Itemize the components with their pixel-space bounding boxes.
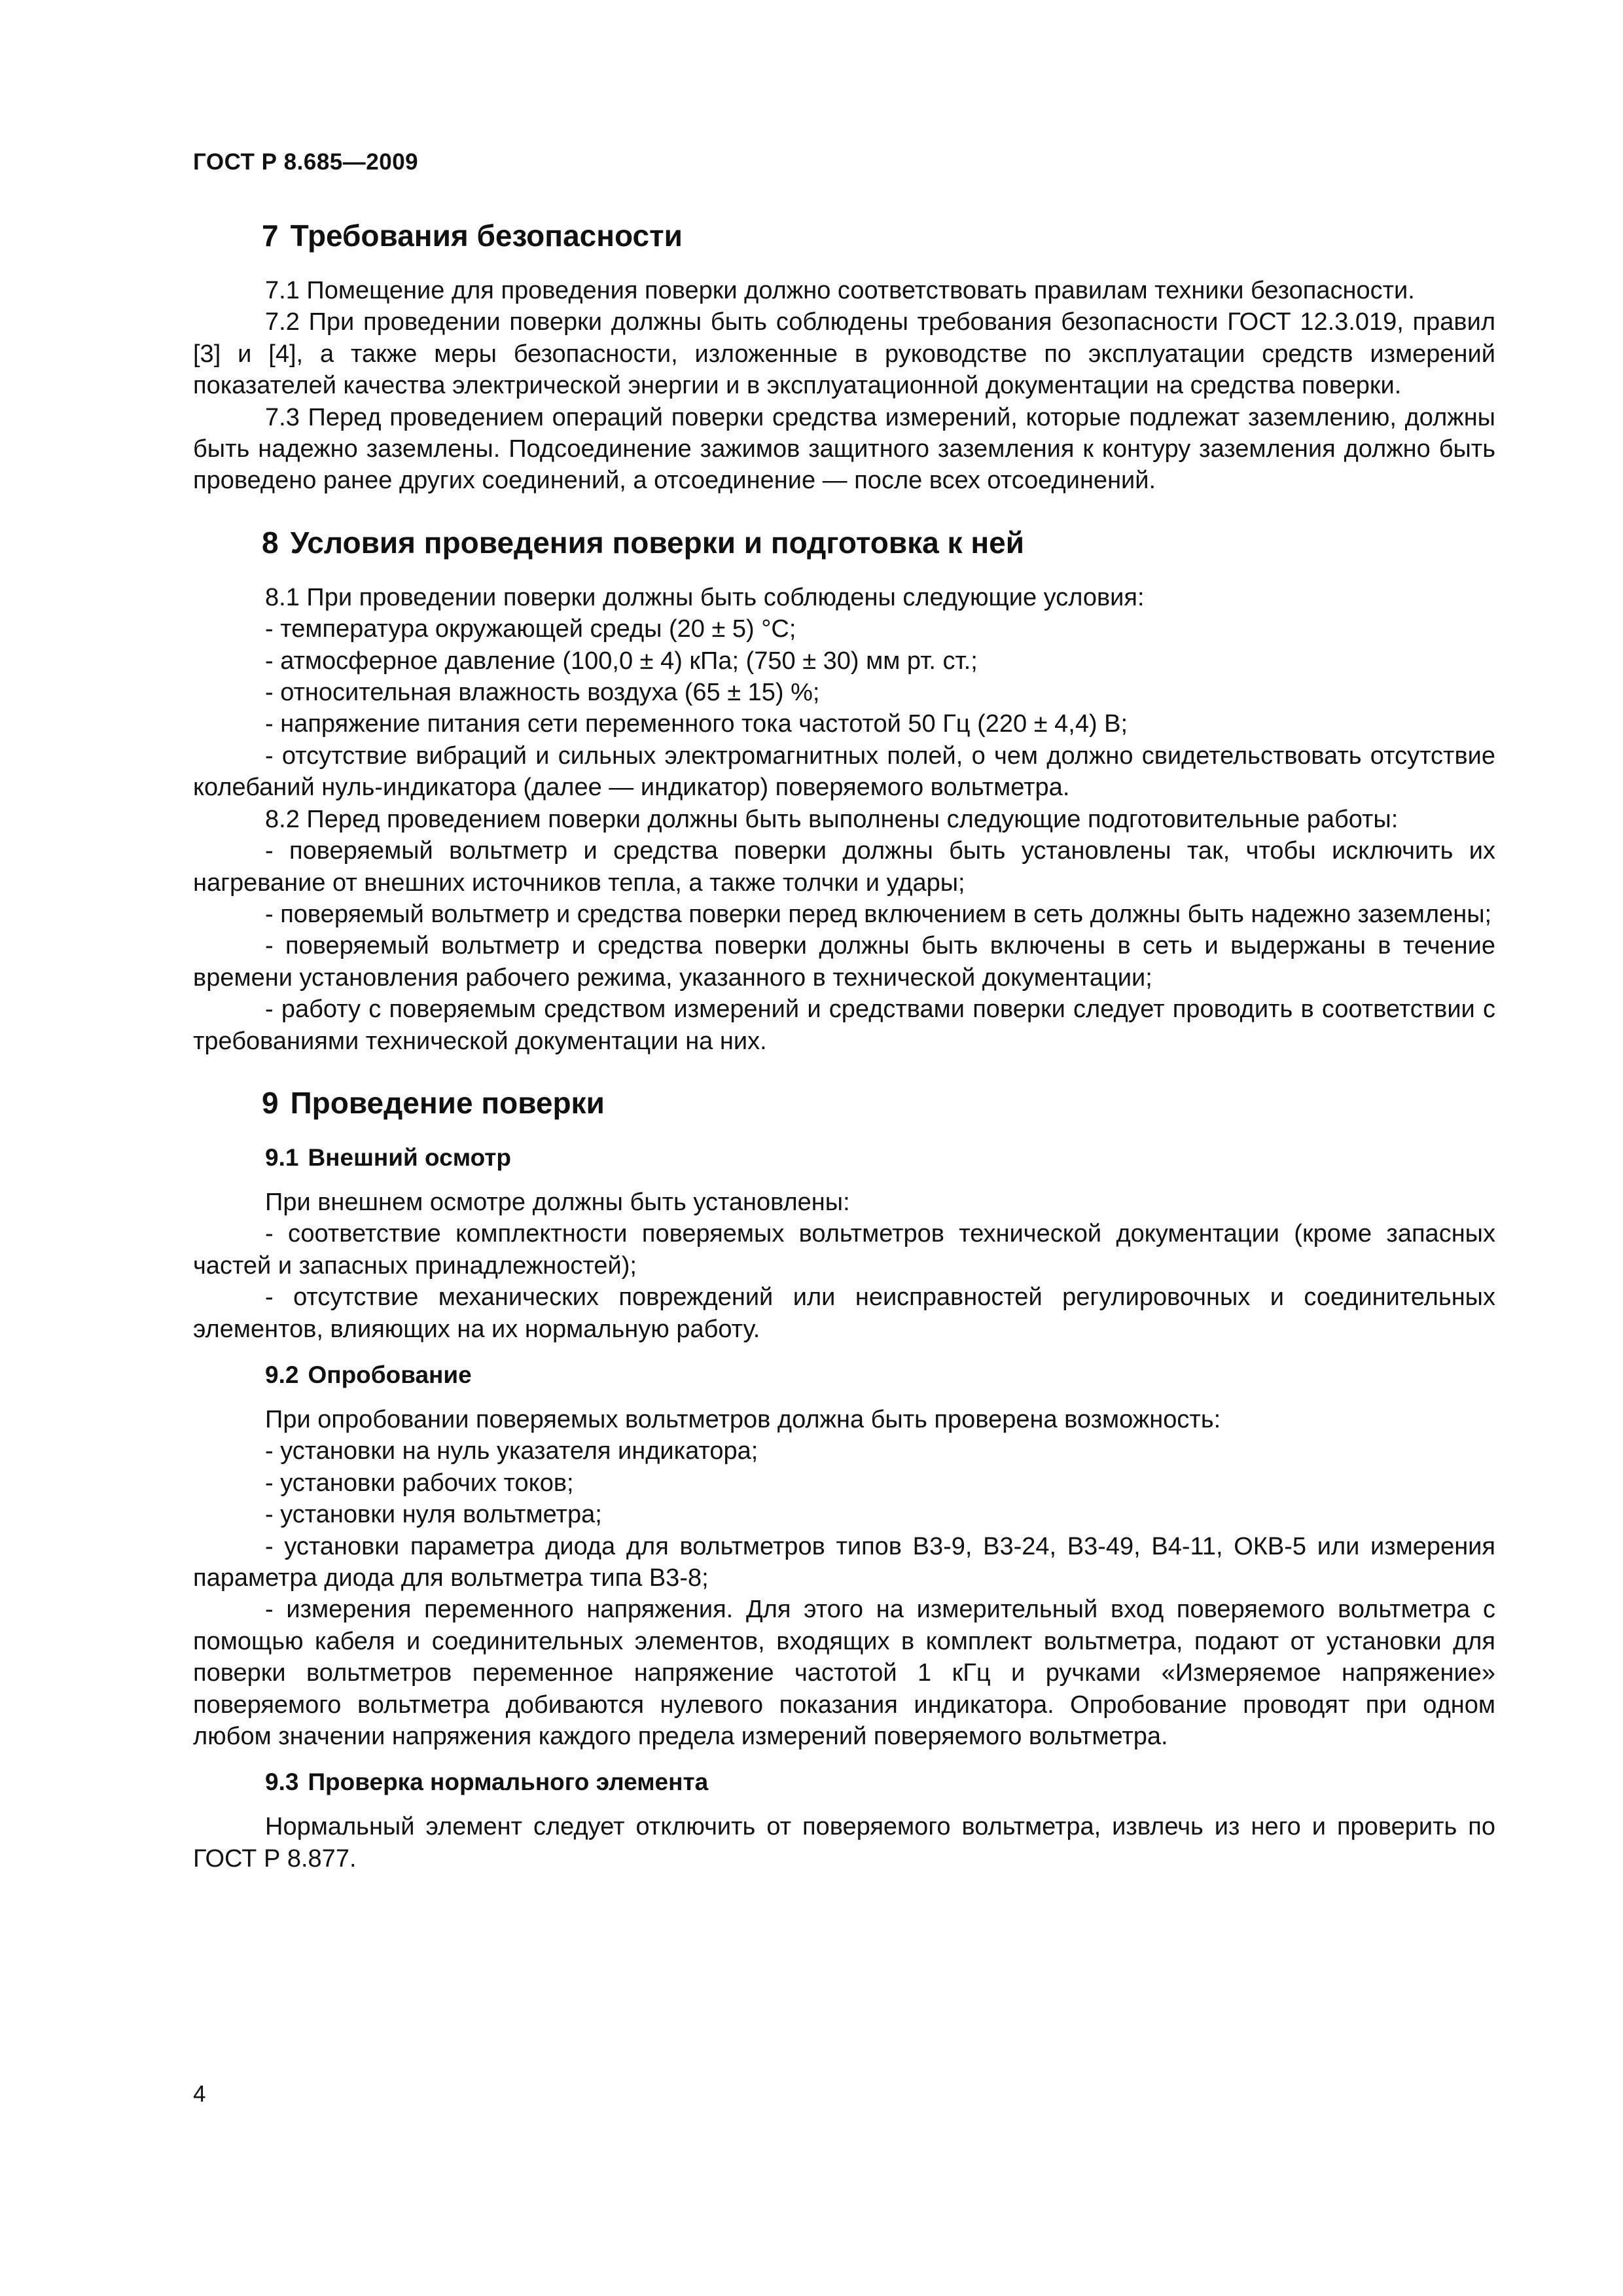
list-item: - температура окружающей среды (20 ± 5) °С; [265, 615, 796, 643]
list-item: - поверяемый вольтметр и средства поверки должны быть установлены так, чтобы исключить их нагревание от внешних источников тепла, а также толчки и удары; [193, 837, 1495, 897]
list-item: - установки параметра диода для вольтметров типов В3-9, В3-24, В3-49, В4-11, ОКВ-5 или измерения параметра диода для вольтметра типа В3-8; [193, 1532, 1495, 1592]
subsection-9-3-heading [193, 1767, 1495, 1798]
paragraph-7-3: 7.3 Перед проведением операций поверки средства измерений, которые подлежат заземлению, должны быть надежно заземлены. Подсоединение зажимов защитного заземления к контуру заземления должно быть проведено ранее других соединений, а отсоединение — после всех отсоединений. [193, 403, 1495, 495]
document-code: ГОСТ Р 8.685—2009 [193, 149, 419, 175]
list-item: - отсутствие вибраций и сильных электромагнитных полей, о чем должно свидетельствовать отсутствие колебаний нуль-индикатора (далее — индикатор) поверяемого вольтметра. [193, 742, 1495, 802]
section-title: Условия проведения поверки и подготовка к ней [290, 525, 1024, 560]
list-item: - установки на нуль указателя индикатора; [265, 1437, 758, 1465]
paragraph-8-1: 8.1 При проведении поверки должны быть соблюдены следующие условия: [265, 583, 1145, 611]
section-number: 7 [262, 219, 279, 253]
list-item: - атмосферное давление (100,0 ± 4) кПа; (750 ± 30) мм рт. ст.; [265, 647, 978, 675]
subsection-title: Проверка нормального элемента [308, 1768, 709, 1796]
paragraph-7-1: 7.1 Помещение для проведения поверки должно соответствовать правилам техники безопасности. [265, 277, 1415, 304]
list-item: - отсутствие механических повреждений или неисправностей регулировочных и соединительных элементов, влияющих на их нормальную работу. [193, 1283, 1495, 1343]
paragraph-8-2: 8.2 Перед проведением поверки должны быть выполнены следующие подготовительные работы: [265, 805, 1399, 833]
list-item: - соответствие комплектности поверяемых вольтметров технической документации (кроме запасных частей и запасных принадлежностей); [193, 1220, 1495, 1280]
list-item: - поверяемый вольтметр и средства поверки должны быть включены в сеть и выдержаны в течение времени установления рабочего режима, указанного в технической документации; [193, 932, 1495, 992]
subsection-number: 9.1 [265, 1143, 299, 1171]
section-9-heading [193, 1083, 1495, 1122]
list-item: - установки рабочих токов; [265, 1469, 574, 1497]
subsection-9-1-heading [193, 1142, 1495, 1174]
subsection-number: 9.2 [265, 1361, 299, 1388]
section-number: 9 [262, 1085, 279, 1120]
subsection-title: Опробование [308, 1361, 472, 1388]
paragraph-7-2: 7.2 При проведении поверки должны быть соблюдены требования безопасности ГОСТ 12.3.019, правил [3] и [4], а также меры безопасности, изложенные в руководстве по эксплуатации средств измерений показателей качества электрической энергии и в эксплуатационной документации на средства поверки. [193, 308, 1495, 400]
subsection-9-2-heading [193, 1359, 1495, 1391]
subsection-number: 9.3 [265, 1768, 299, 1796]
page-number: 4 [193, 2081, 206, 2107]
list-item: - напряжение питания сети переменного тока частотой 50 Гц (220 ± 4,4) В; [265, 710, 1128, 738]
subsection-title: Внешний осмотр [308, 1143, 512, 1171]
list-item: - установки нуля вольтметра; [265, 1501, 602, 1529]
section-7-heading [193, 216, 1495, 255]
section-8-heading [193, 523, 1495, 562]
section-title: Требования безопасности [290, 219, 683, 253]
list-item: - поверяемый вольтметр и средства поверки перед включением в сеть должны быть надежно заземлены; [265, 900, 1492, 928]
paragraph-9-1-intro: При внешнем осмотре должны быть установлены: [265, 1188, 850, 1216]
paragraph-9-3: Нормальный элемент следует отключить от поверяемого вольтметра, извлечь из него и проверить по ГОСТ Р 8.877. [193, 1813, 1495, 1873]
list-item: - работу с поверяемым средством измерений и средствами поверки следует проводить в соответствии с требованиями технической документации на них. [193, 996, 1495, 1055]
paragraph-9-2-intro: При опробовании поверяемых вольтметров должна быть проверена возможность: [265, 1405, 1221, 1433]
section-number: 8 [262, 525, 279, 560]
page-content [193, 216, 1495, 1874]
section-title: Проведение поверки [290, 1085, 605, 1120]
list-item: - измерения переменного напряжения. Для этого на измерительный вход поверяемого вольтметра с помощью кабеля и соединительных элементов, входящих в комплект вольтметра, подают от установки для поверки вольтметров переменное напряжение частотой 1 кГц и ручками «Измеряемое напряжение» поверяемого вольтметра добиваются нулевого показания индикатора. Опробование проводят при одном любом значении напряжения каждого предела измерений поверяемого вольтметра. [193, 1596, 1495, 1751]
list-item: - относительная влажность воздуха (65 ± 15) %; [265, 679, 820, 707]
